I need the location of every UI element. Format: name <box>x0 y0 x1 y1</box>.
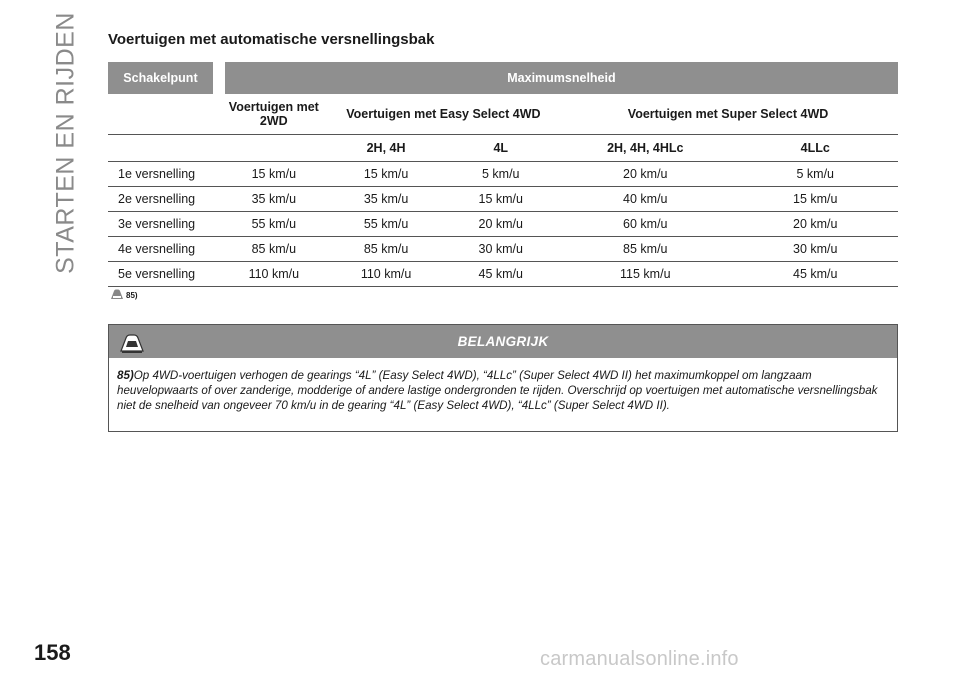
gear-cell: 4e versnelling <box>108 237 219 262</box>
table-row <box>108 262 898 287</box>
section-heading: Voertuigen met automatische versnellingsbak <box>108 31 435 48</box>
header-empty <box>219 135 329 162</box>
speed-cell: 45 km/u <box>733 262 899 287</box>
footnote-reference <box>110 288 138 300</box>
table-mode-row <box>108 135 898 162</box>
speed-cell: 55 km/u <box>219 212 329 237</box>
chapter-side-title-text: STARTEN EN RIJDEN <box>51 12 80 274</box>
header-gear: Schakelpunt <box>108 62 219 94</box>
table-row <box>108 162 898 187</box>
watermark: carmanualsonline.info <box>540 648 739 670</box>
header-mode: 4L <box>443 135 558 162</box>
speed-cell: 40 km/u <box>558 187 732 212</box>
warning-body: Op 4WD-voertuigen verhogen de gearings “4L” (Easy Select 4WD), “4LLc” (Super Select 4WD II) het maximumkoppel om langzaam heuvelopwaarts of over zanderige, modderige of andere lastige ondergronden te rijden. Overschrijd op voertuigen met automatische versnellingsbak niet de snelheid van ongeveer 70 km/u in de gearing “4L” (Easy Select 4WD), “4LLc” (Super Select 4WD II). <box>117 369 878 412</box>
warning-title: BELANGRIJK <box>457 334 549 349</box>
header-empty <box>108 94 219 135</box>
chapter-side-title <box>51 12 81 274</box>
speed-cell: 85 km/u <box>558 237 732 262</box>
speed-cell: 110 km/u <box>219 262 329 287</box>
speed-cell: 15 km/u <box>219 162 329 187</box>
footnote-number: 85) <box>126 291 138 300</box>
car-warning-icon <box>117 329 147 355</box>
table-header-row <box>108 62 898 94</box>
speed-cell: 15 km/u <box>329 162 444 187</box>
warning-note-number: 85) <box>117 369 134 382</box>
speed-cell: 60 km/u <box>558 212 732 237</box>
speed-cell: 45 km/u <box>443 262 558 287</box>
gear-cell: 1e versnelling <box>108 162 219 187</box>
header-mode: 4LLc <box>733 135 899 162</box>
speed-cell: 30 km/u <box>733 237 899 262</box>
header-empty <box>108 135 219 162</box>
speed-cell: 5 km/u <box>443 162 558 187</box>
speed-cell: 115 km/u <box>558 262 732 287</box>
speed-cell: 30 km/u <box>443 237 558 262</box>
table-row <box>108 237 898 262</box>
header-mode: 2H, 4H <box>329 135 444 162</box>
header-mode: 2H, 4H, 4HLc <box>558 135 732 162</box>
warning-box <box>108 324 898 432</box>
speed-cell: 20 km/u <box>558 162 732 187</box>
max-speed-table <box>108 62 898 287</box>
speed-cell: 85 km/u <box>329 237 444 262</box>
header-max-speed: Maximumsnelheid <box>219 62 898 94</box>
gear-cell: 3e versnelling <box>108 212 219 237</box>
gear-cell: 5e versnelling <box>108 262 219 287</box>
speed-cell: 85 km/u <box>219 237 329 262</box>
table-group-row <box>108 94 898 135</box>
table-row <box>108 212 898 237</box>
gear-cell: 2e versnelling <box>108 187 219 212</box>
page-number: 158 <box>34 640 71 665</box>
car-warning-icon <box>110 288 124 300</box>
warning-text <box>109 358 897 413</box>
speed-cell: 15 km/u <box>733 187 899 212</box>
speed-cell: 15 km/u <box>443 187 558 212</box>
speed-cell: 20 km/u <box>443 212 558 237</box>
table-row <box>108 187 898 212</box>
speed-cell: 20 km/u <box>733 212 899 237</box>
header-2wd: Voertuigen met 2WD <box>219 94 329 135</box>
speed-cell: 35 km/u <box>219 187 329 212</box>
header-easy-select: Voertuigen met Easy Select 4WD <box>329 94 558 135</box>
speed-cell: 35 km/u <box>329 187 444 212</box>
warning-header <box>109 325 897 358</box>
header-super-select: Voertuigen met Super Select 4WD <box>558 94 898 135</box>
speed-cell: 55 km/u <box>329 212 444 237</box>
speed-cell: 5 km/u <box>733 162 899 187</box>
speed-cell: 110 km/u <box>329 262 444 287</box>
